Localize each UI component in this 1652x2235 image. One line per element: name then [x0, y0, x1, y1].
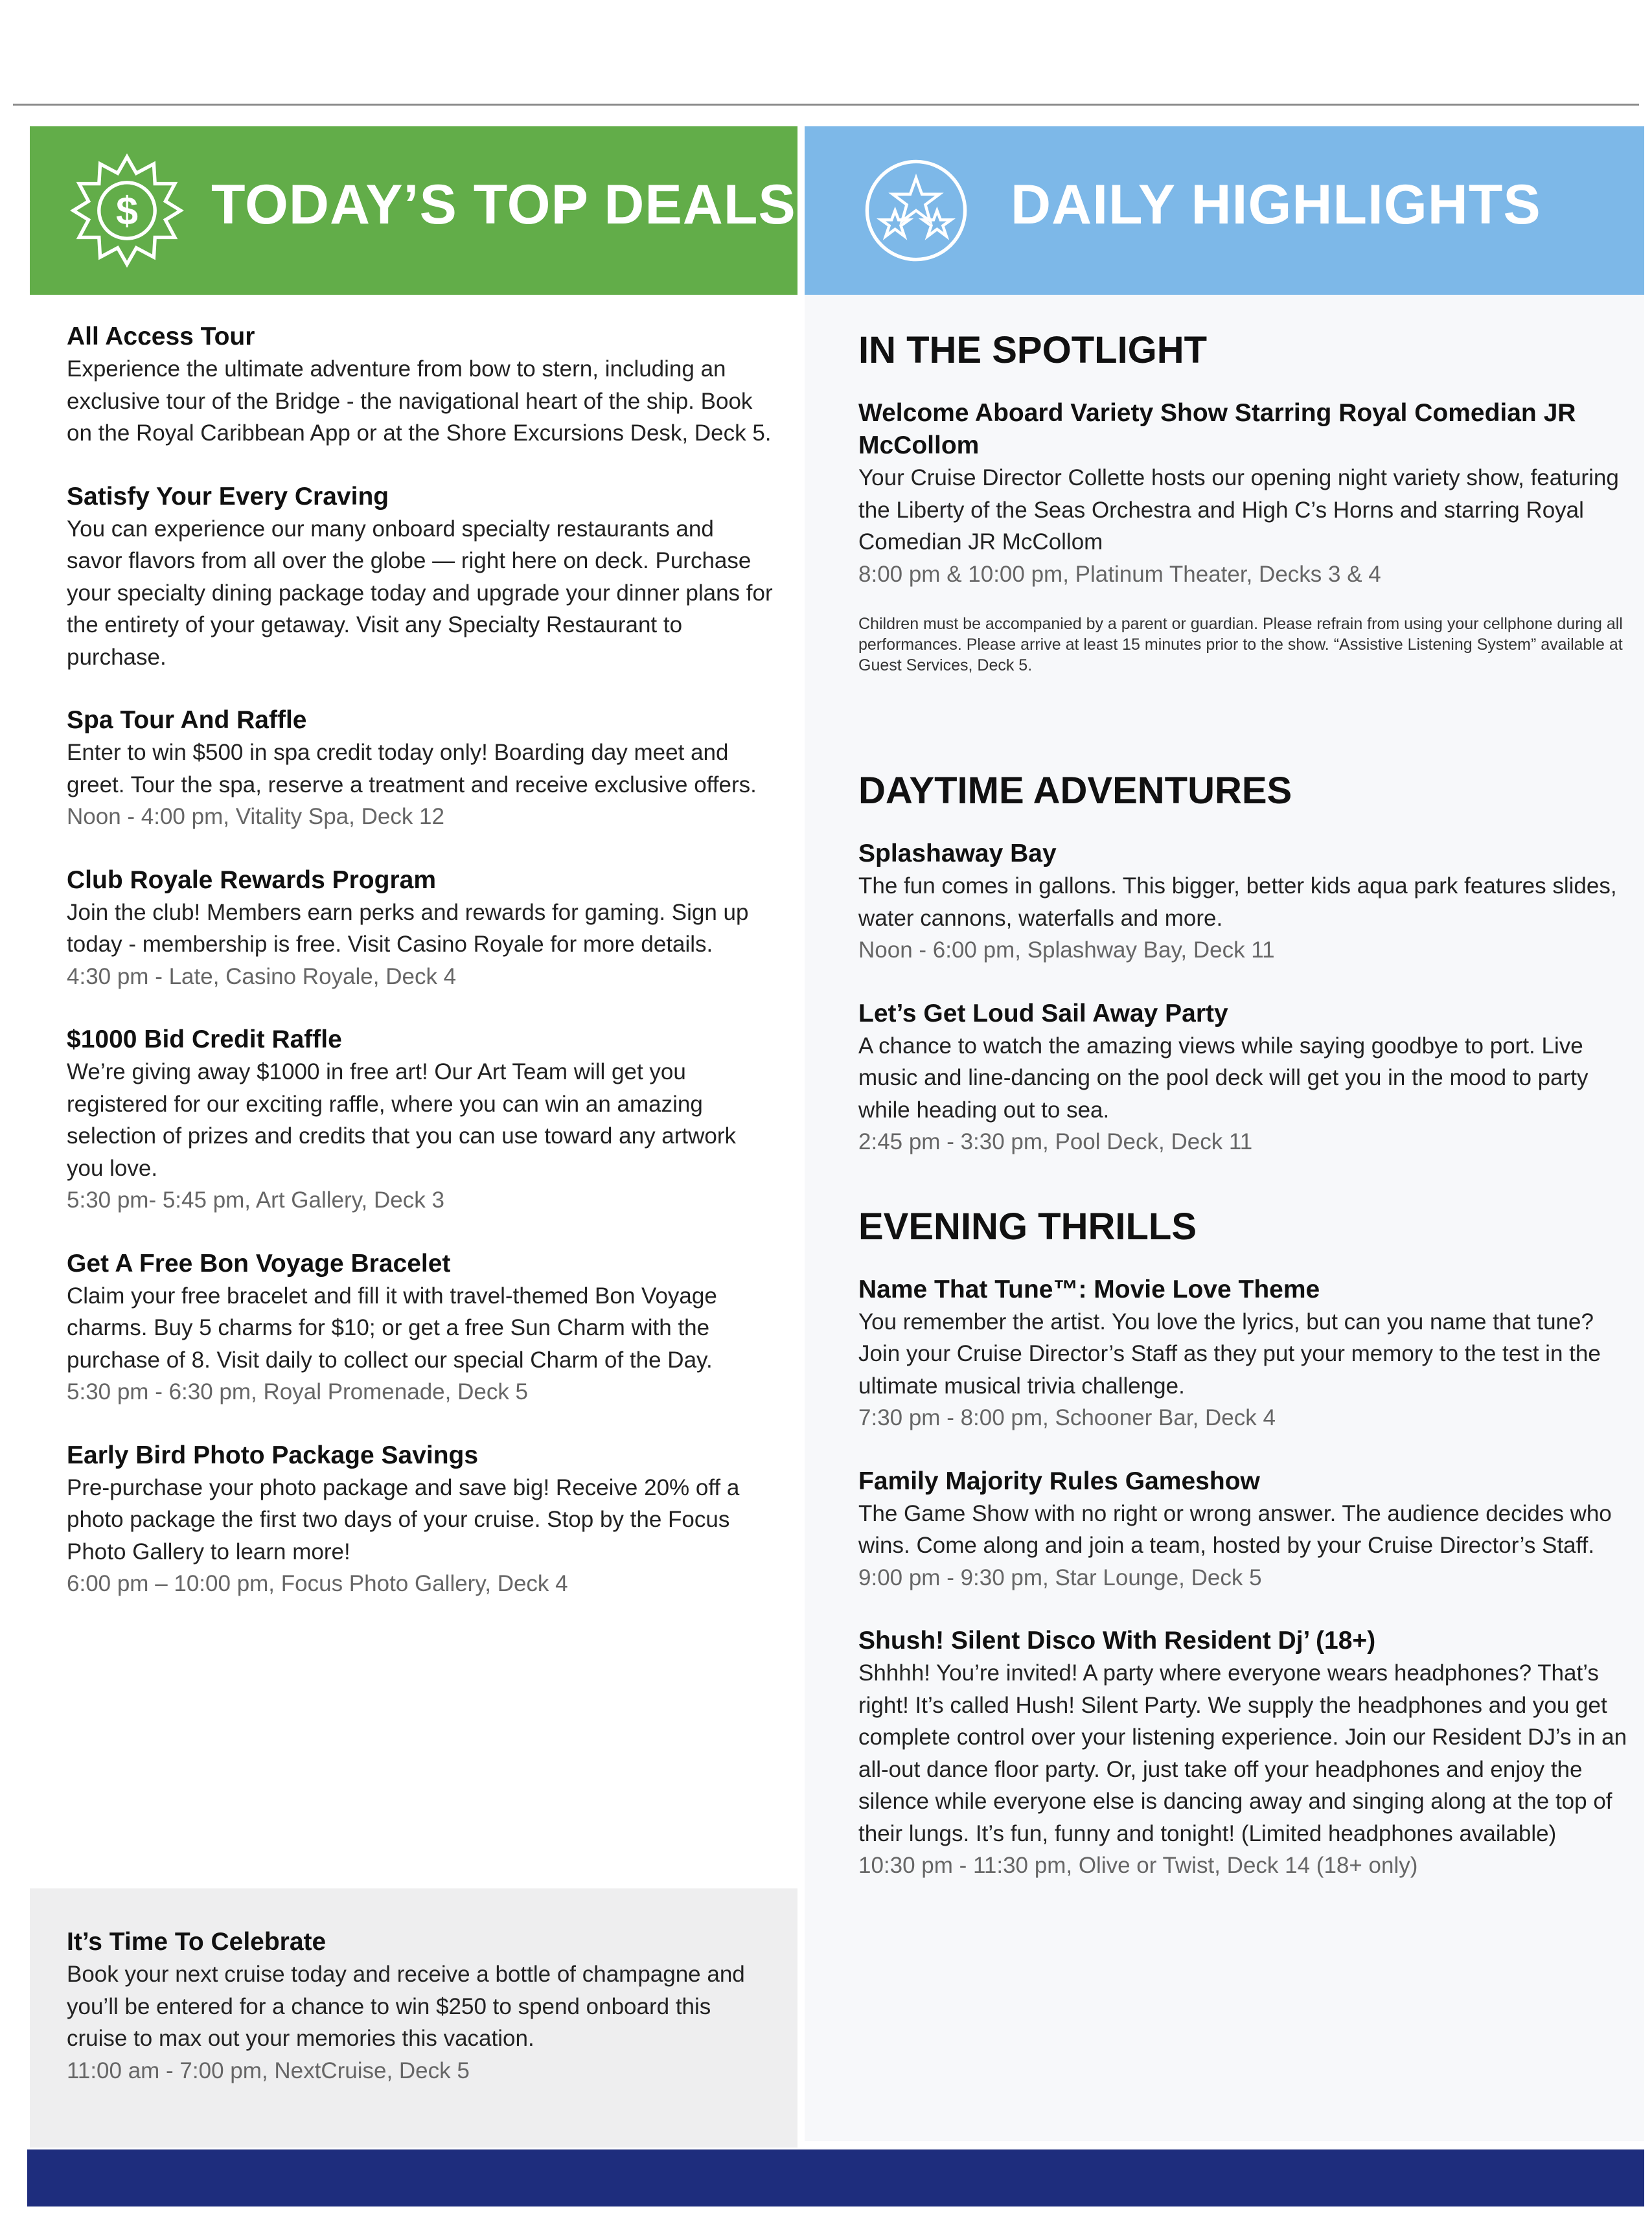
daytime-title: Splashaway Bay [858, 840, 1057, 867]
deal-item [67, 1024, 773, 1217]
deal-title: $1000 Bid Credit Raffle [67, 1026, 342, 1053]
deal-title: Club Royale Rewards Program [67, 865, 436, 894]
celebrate-description: Book your next cruise today and receive a bottle of champagne and you’ll be entered for a chance to win $250 to spend onboard this cruise to max out your memories this vacation. [67, 1962, 745, 2051]
deal-time: Noon - 4:00 pm, Vitality Spa, Deck 12 [67, 804, 444, 829]
deal-description: Enter to win $500 in spa credit today only! Boarding day meet and greet. Tour the spa, reserve a treatment and receive exclusive offers. [67, 740, 757, 797]
spotlight-heading: IN THE SPOTLIGHT [858, 329, 1208, 371]
evening-heading: EVENING THRILLS [858, 1205, 1197, 1248]
celebrate-time: 11:00 am - 7:00 pm, NextCruise, Deck 5 [67, 2057, 470, 2083]
celebrate-item [67, 1926, 766, 2087]
deals-header [30, 126, 797, 295]
deal-item [67, 1248, 773, 1408]
deals-title: TODAY’S TOP DEALS [211, 174, 796, 236]
highlights-title: DAILY HIGHLIGHTS [1011, 174, 1541, 236]
evening-title: Name That Tune™: Movie Love Theme [858, 1275, 1320, 1303]
deal-title: Early Bird Photo Package Savings [67, 1441, 479, 1469]
evening-time: 7:30 pm - 8:00 pm, Schooner Bar, Deck 4 [858, 1405, 1276, 1430]
daytime-time: Noon - 6:00 pm, Splashway Bay, Deck 11 [858, 937, 1275, 963]
deal-description: Pre-purchase your photo package and save big! Receive 20% off a photo package the first two days of your cruise. Stop by the Focus Photo Gallery to learn more! [67, 1474, 740, 1564]
evening-time: 10:30 pm - 11:30 pm, Olive or Twist, Deck 14 (18+ only) [858, 1853, 1418, 1878]
evening-title: Family Majority Rules Gameshow [858, 1467, 1260, 1495]
evening-item [858, 1625, 1629, 1882]
celebrate-title: It’s Time To Celebrate [67, 1928, 327, 1956]
deal-item [67, 321, 773, 450]
evening-description: You remember the artist. You love the lyrics, but can you name that tune? Join your Cruise Director’s Staff as they put your memory to the test in the ultimate musical trivia challenge. [858, 1309, 1601, 1399]
spotlight-item [858, 397, 1629, 676]
highlights-header [805, 126, 1644, 295]
deal-title: All Access Tour [67, 323, 255, 350]
evening-description: The Game Show with no right or wrong answer. The audience decides who wins. Come along and join a team, hosted by your Cruise Director’s Staff. [858, 1500, 1612, 1558]
spotlight-description: Your Cruise Director Collette hosts our opening night variety show, featuring the Liberty of the Seas Orchestra and High C’s Horns and starring Royal Comedian JR McCollom [858, 465, 1619, 555]
deal-item [67, 1439, 773, 1600]
deal-time: 4:30 pm - Late, Casino Royale, Deck 4 [67, 963, 457, 989]
deal-title: Get A Free Bon Voyage Bracelet [67, 1249, 451, 1278]
daytime-time: 2:45 pm - 3:30 pm, Pool Deck, Deck 11 [858, 1129, 1253, 1154]
deal-description: You can experience our many onboard specialty restaurants and savor flavors from all over the globe — right here on deck. Purchase your specialty dining package today and upgrade your dinner plans for the entirety of your getaway. Visit any Specialty Restaurant to purchase. [67, 516, 773, 670]
evening-time: 9:00 pm - 9:30 pm, Star Lounge, Deck 5 [858, 1564, 1262, 1590]
highlights-list [858, 327, 1629, 1913]
svg-text:$: $ [115, 189, 139, 233]
deal-description: Join the club! Members earn perks and rewards for gaming. Sign up today - membership is free. Visit Casino Royale for more details. [67, 899, 749, 957]
deal-item [67, 704, 773, 833]
spotlight-time: 8:00 pm & 10:00 pm, Platinum Theater, Decks 3 & 4 [858, 561, 1381, 587]
daytime-description: A chance to watch the amazing views while saying goodbye to port. Live music and line-dancing on the pool deck will get you in the mood to party while heading out to sea. [858, 1033, 1589, 1123]
celebrate-box [30, 1888, 797, 2148]
daytime-heading: DAYTIME ADVENTURES [858, 770, 1292, 812]
daytime-description: The fun comes in gallons. This bigger, better kids aqua park features slides, water cannons, waterfalls and more. [858, 873, 1617, 931]
deals-list [67, 321, 773, 1631]
dollar-badge-icon [69, 152, 185, 269]
daytime-title: Let’s Get Loud Sail Away Party [858, 999, 1228, 1027]
deal-item [67, 481, 773, 674]
deal-time: 6:00 pm – 10:00 pm, Focus Photo Gallery, Deck 4 [67, 1571, 568, 1596]
daytime-item [858, 998, 1629, 1158]
top-rule [13, 104, 1639, 106]
stars-icon [858, 152, 974, 269]
evening-item [858, 1274, 1629, 1434]
deal-description: Claim your free bracelet and fill it with travel-themed Bon Voyage charms. Buy 5 charms for $10; or get a free Sun Charm with the purchase of 8. Visit daily to collect our special Charm of the Day. [67, 1283, 717, 1373]
evening-title: Shush! Silent Disco With Resident Dj’ (18+) [858, 1627, 1376, 1655]
daytime-item [858, 838, 1629, 967]
deal-title: Satisfy Your Every Craving [67, 482, 389, 510]
footer-bar [27, 2149, 1644, 2206]
deal-time: 5:30 pm - 6:30 pm, Royal Promenade, Deck 5 [67, 1379, 529, 1404]
deal-time: 5:30 pm- 5:45 pm, Art Gallery, Deck 3 [67, 1187, 444, 1213]
deal-item [67, 864, 773, 993]
deal-description: Experience the ultimate adventure from bow to stern, including an exclusive tour of the Bridge - the navigational heart of the ship. Book on the Royal Caribbean App or at the Shore Excursions Desk, Deck 5. [67, 356, 772, 446]
deal-title: Spa Tour And Raffle [67, 706, 307, 734]
deal-description: We’re giving away $1000 in free art! Our Art Team will get you registered for our exciting raffle, where you can win an amazing selection of prizes and credits that you can use toward any artwork you love. [67, 1059, 737, 1181]
evening-item [858, 1465, 1629, 1594]
evening-description: Shhhh! You’re invited! A party where everyone wears headphones? That’s right! It’s called Hush! Silent Party. We supply the headphones and you get complete control over your listening experience. Join our Resident DJ’s in an all-out dance floor party. Or, just take off your headphones and enjoy the silence while everyone else is dancing away and singing along at the top of their lungs. It’s fun, funny and tonight! (Limited headphones available) [858, 1660, 1627, 1846]
spotlight-note: Children must be accompanied by a parent or guardian. Please refrain from using your cellphone during all performances. Please arrive at least 15 minutes prior to the show. “Assistive Listening System” available at Guest Services, Deck 5. [858, 615, 1623, 674]
spotlight-title: Welcome Aboard Variety Show Starring Royal Comedian JR McCollom [858, 399, 1576, 459]
